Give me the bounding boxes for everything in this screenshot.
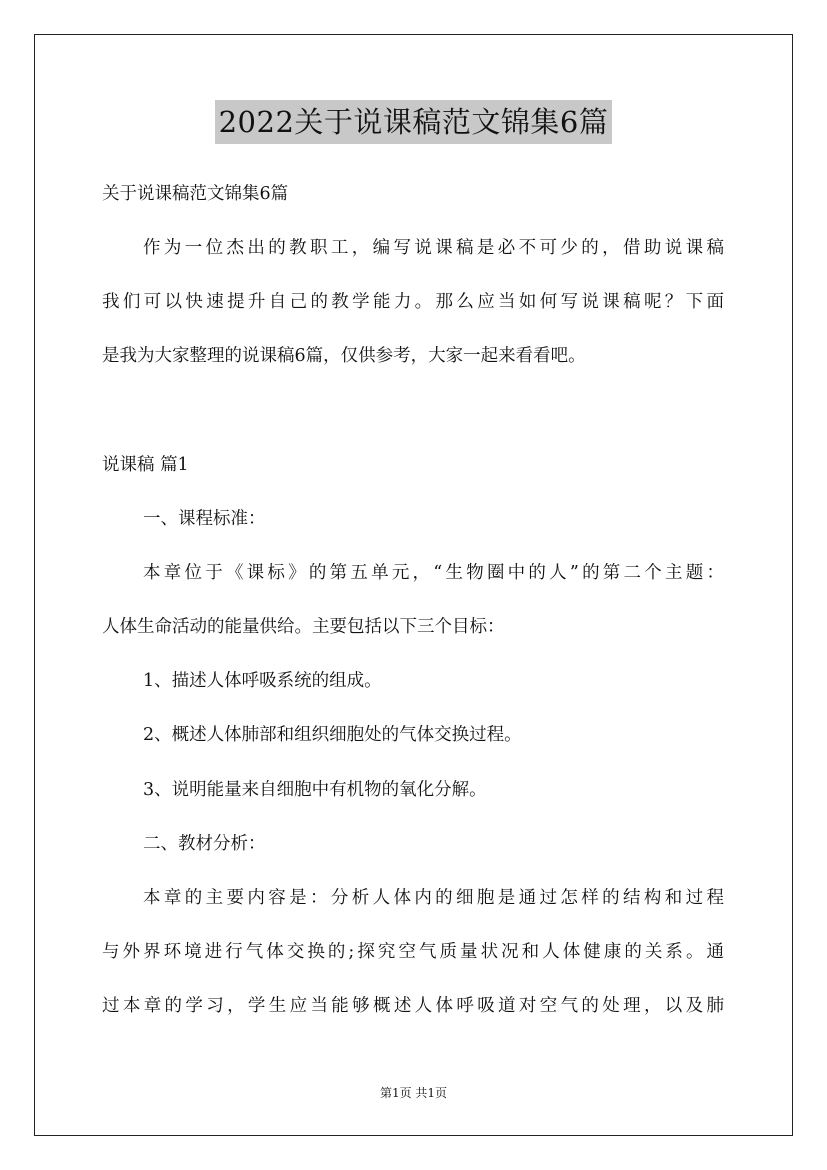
- part2-body-line-1: 本章的主要内容是：分析人体内的细胞是通过怎样的结构和过程: [143, 888, 724, 908]
- intro-line-3: 是我为大家整理的说课稿6篇，仅供参考，大家一起来看看吧。: [102, 346, 586, 366]
- goal-item-1: 1、描述人体呼吸系统的组成。: [143, 671, 382, 691]
- intro-line-2: 我们可以快速提升自己的教学能力。那么应当如何写说课稿呢？下面: [102, 292, 724, 312]
- part2-body-line-3: 过本章的学习，学生应当能够概述人体呼吸道对空气的处理，以及肺: [102, 996, 724, 1016]
- goal-item-3: 3、说明能量来自细胞中有机物的氧化分解。: [143, 780, 487, 800]
- part1-body-line-1: 本章位于《课标》的第五单元，“生物圈中的人”的第二个主题：: [143, 563, 724, 583]
- document-title: [0, 100, 827, 144]
- document-subtitle: 关于说课稿范文锦集6篇: [102, 184, 289, 204]
- part1-heading: 一、课程标准：: [143, 509, 266, 529]
- section-heading: 说课稿 篇1: [102, 455, 189, 475]
- part1-body-line-2: 人体生命活动的能量供给。主要包括以下三个目标：: [102, 617, 505, 637]
- part2-heading: 二、教材分析：: [143, 834, 266, 854]
- intro-line-1: 作为一位杰出的教职工，编写说课稿是必不可少的，借助说课稿: [143, 238, 724, 258]
- page-number: 第1页 共1页: [379, 1086, 448, 1100]
- document-title-text: 2022关于说课稿范文锦集6篇: [215, 100, 613, 144]
- goal-item-2: 2、概述人体肺部和组织细胞处的气体交换过程。: [143, 725, 522, 745]
- part2-body-line-2: 与外界环境进行气体交换的;探究空气质量状况和人体健康的关系。通: [102, 942, 724, 962]
